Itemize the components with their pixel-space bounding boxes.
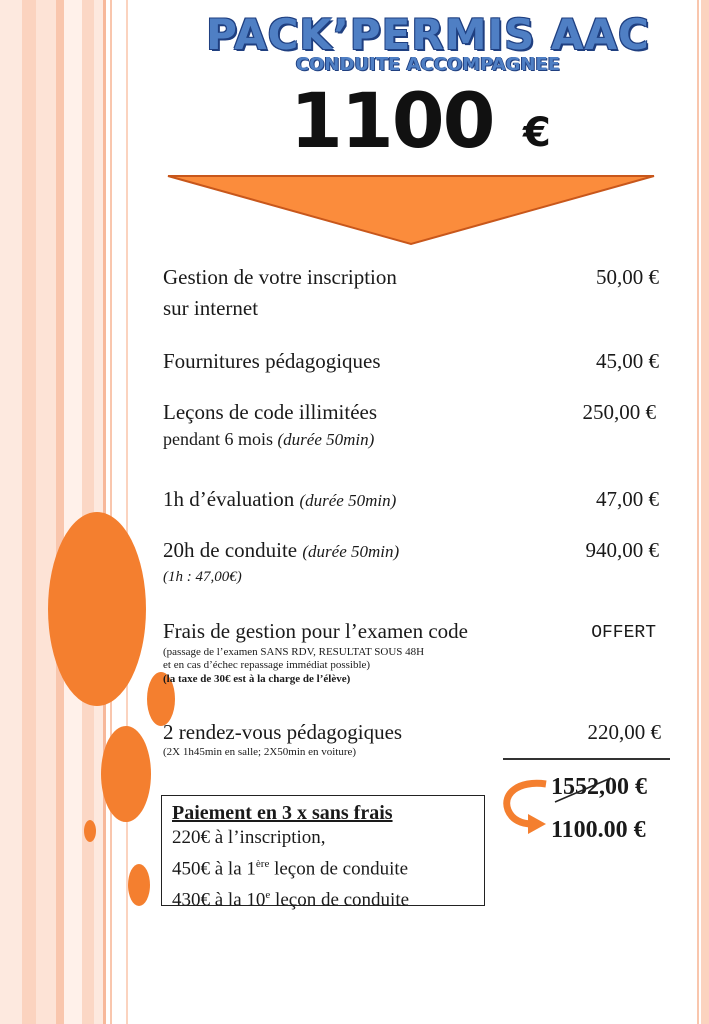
payment-title: Paiement en 3 x sans frais: [172, 802, 393, 824]
page-title: PACK’PERMIS AAC: [206, 10, 650, 59]
item-label: Frais de gestion pour l’examen code: [163, 619, 468, 643]
right-stripe-decoration: [701, 0, 709, 1024]
curved-arrow-icon: [498, 776, 554, 836]
item-label: Leçons de code illimitées: [163, 400, 378, 424]
item-price: 50,00 €: [596, 265, 659, 289]
item-label: Fournitures pédagogiques: [163, 349, 381, 373]
item-detail: (1h : 47,00€): [163, 569, 242, 585]
item-price: 45,00 €: [596, 349, 659, 373]
item-note: et en cas d’échec repassage immédiat possible): [163, 659, 371, 671]
item-label: 20h de conduite (durée 50min): [163, 538, 400, 562]
old-total: 1552,00 €: [551, 774, 647, 800]
item-note: (passage de l’examen SANS RDV, RESULTAT SOUS 48H: [163, 646, 425, 658]
payment-line: 220€ à l’inscription,: [172, 827, 326, 848]
headline-currency: €: [523, 110, 551, 156]
item-note: (2X 1h45min en salle; 2X50min en voiture): [163, 746, 357, 758]
down-arrow-icon: [166, 174, 656, 246]
strike-through-line: [553, 776, 613, 804]
item-label: 1h d’évaluation (durée 50min): [163, 487, 397, 511]
payment-line: 430€ à la 10e leçon de conduite: [172, 889, 410, 911]
headline-price: 1100: [290, 76, 494, 165]
item-note: (la taxe de 30€ est à la charge de l’élève): [163, 673, 351, 685]
item-price: 47,00 €: [596, 487, 659, 511]
right-stripe-line: [697, 0, 699, 1024]
item-detail: pendant 6 mois (durée 50min): [163, 429, 375, 449]
page-subtitle: CONDUITE ACCOMPAGNEE: [295, 54, 561, 75]
item-price: 250,00 €: [582, 400, 656, 424]
decorative-circle-large: [48, 512, 146, 706]
payment-box: [161, 795, 485, 911]
total-divider: [503, 758, 670, 760]
item-label: Gestion de votre inscription: [163, 265, 397, 289]
item-price-offered: OFFERT: [591, 623, 656, 643]
decorative-circle-tiny: [84, 820, 96, 842]
item-price: 940,00 €: [585, 538, 659, 562]
item-price: 220,00 €: [587, 720, 661, 744]
left-stripe-decoration: [0, 0, 130, 1024]
payment-line: 450€ à la 1ère leçon de conduite: [172, 858, 409, 880]
new-total: 1100.00 €: [551, 817, 646, 843]
decorative-circle-medium: [101, 726, 151, 822]
item-label-continued: sur internet: [163, 296, 259, 320]
item-label: 2 rendez-vous pédagogiques: [163, 720, 403, 744]
decorative-circle-small-2: [128, 864, 150, 906]
